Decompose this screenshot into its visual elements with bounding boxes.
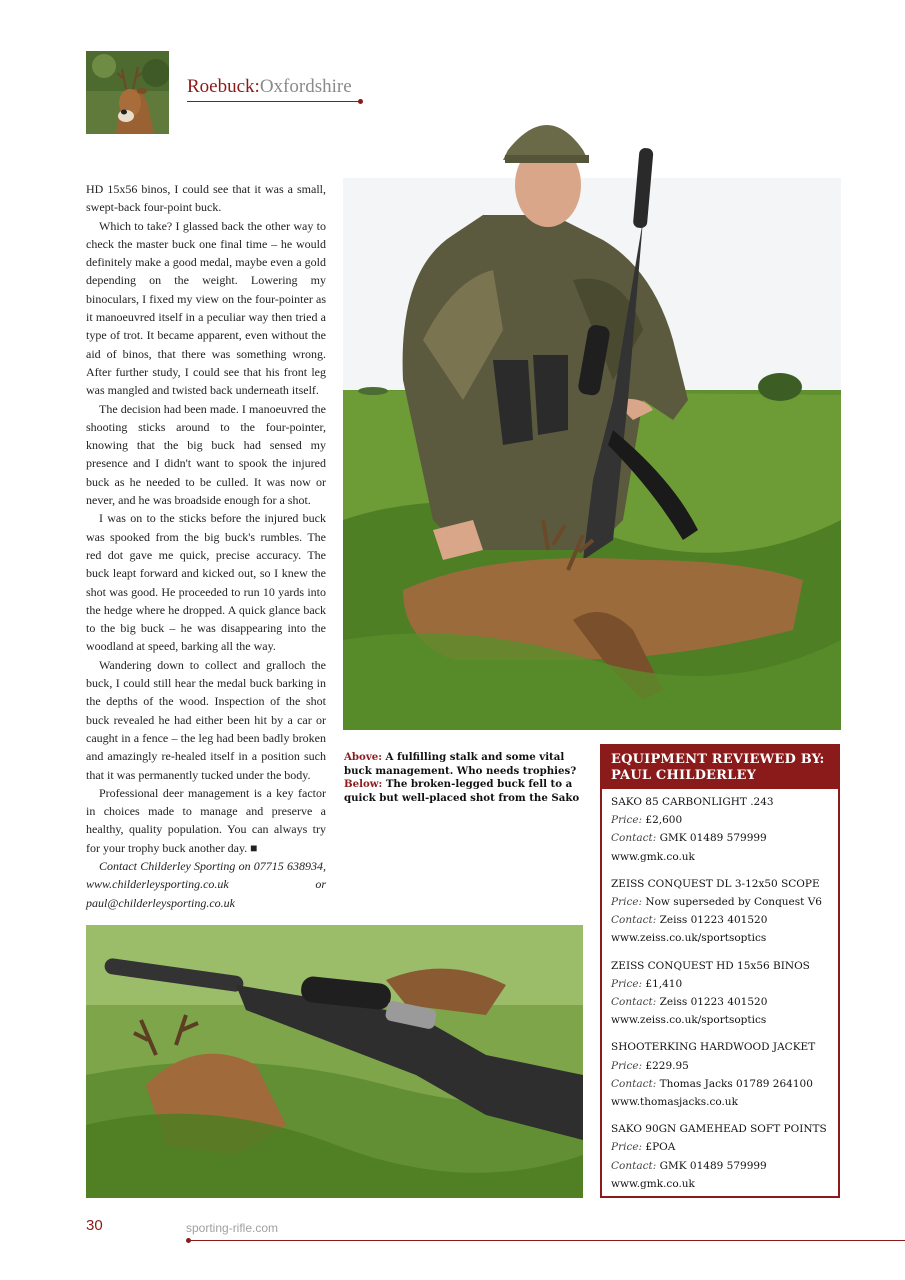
equipment-url[interactable]: www.gmk.co.uk xyxy=(611,1177,695,1190)
article-contact: Contact Childerley Sporting on 07715 638934, www.childerleysporting.co.uk or paul@childerleysporting.co.uk xyxy=(86,858,326,910)
header-rule xyxy=(187,101,362,102)
section-title xyxy=(187,76,352,98)
equipment-price: £2,600 xyxy=(645,814,683,827)
equipment-contact: Thomas Jacks 01789 264100 xyxy=(659,1077,813,1090)
equipment-url[interactable]: www.gmk.co.uk xyxy=(611,850,695,863)
roe-deer-thumbnail xyxy=(86,51,169,134)
caption-below-text: The broken-legged buck fell to a quick but well-placed shot from the Sako xyxy=(344,778,580,804)
rifle-and-buck-photo xyxy=(86,925,583,1198)
contact-label: Contact: xyxy=(611,832,657,845)
contact-label: Contact: xyxy=(611,1159,657,1172)
equipment-name: ZEISS CONQUEST DL 3-12x50 SCOPE xyxy=(611,877,820,890)
roe-deer-icon xyxy=(86,51,169,134)
equipment-heading: EQUIPMENT REVIEWED BY: PAUL CHILDERLEY xyxy=(602,746,838,789)
equipment-price: £POA xyxy=(645,1141,676,1154)
price-label: Price: xyxy=(611,1141,643,1154)
equipment-price: Now superseded by Conquest V6 xyxy=(645,896,822,909)
page-number: 30 xyxy=(86,1217,103,1234)
section-title-main: Roebuck: xyxy=(187,76,260,97)
section-title-location: Oxfordshire xyxy=(259,76,352,97)
article-paragraph: Which to take? I glassed back the other way to check the master buck one final time – he would definitely make a good medal, maybe even a gold depending on the weight. Lowering my binoculars, I fixed my view on the four-pointer as it manoeuvred itself in a peculiar way then tried a type of trot. It became apparent, even without the aid of binos, that there was something wrong. After further study, I could see that his front leg was mangled and twisted back underneath itself. xyxy=(86,218,326,398)
article-paragraph: HD 15x56 binos, I could see that it was a small, swept-back four-point buck. xyxy=(86,182,326,215)
equipment-contact: Zeiss 01223 401520 xyxy=(659,914,768,927)
photo-caption xyxy=(344,751,584,805)
equipment-item xyxy=(611,957,838,1030)
equipment-item xyxy=(611,875,838,948)
caption-below-label: Below: xyxy=(344,778,383,790)
equipment-url[interactable]: www.thomasjacks.co.uk xyxy=(611,1096,738,1109)
equipment-url[interactable]: www.zeiss.co.uk/sportsoptics xyxy=(611,1014,767,1027)
equipment-item xyxy=(611,1038,838,1111)
equipment-name: ZEISS CONQUEST HD 15x56 BINOS xyxy=(611,959,810,972)
equipment-name: SAKO 90GN GAMEHEAD SOFT POINTS xyxy=(611,1123,827,1136)
article-body xyxy=(86,180,326,912)
equipment-price: £229.95 xyxy=(645,1059,689,1072)
equipment-name: SAKO 85 CARBONLIGHT .243 xyxy=(611,796,774,808)
article-paragraph: The decision had been made. I manoeuvred the shooting sticks around to the four-pointer, knowing that the big buck had sensed my presence and I didn't want to spook the injured buck as he needed to be culled. It was now or never, and he was broadside enough for a shot. xyxy=(86,401,326,508)
equipment-list xyxy=(602,789,838,1193)
equipment-price: £1,410 xyxy=(645,977,683,990)
equipment-contact: GMK 01489 579999 xyxy=(659,1159,767,1172)
equipment-url[interactable]: www.zeiss.co.uk/sportsoptics xyxy=(611,932,767,945)
contact-label: Contact: xyxy=(611,996,657,1009)
article-paragraph: I was on to the sticks before the injured buck was spooked from the big buck's rumbles. The red dot gave me quick, precise accuracy. The buck leapt forward and kicked out, so I knew the shot was good. He proceeded to run 10 yards into the hedge where he dropped. A quick glance back to the big buck – he was disappearing into the woodland at speed, barking all the way. xyxy=(86,511,326,654)
equipment-box xyxy=(600,744,840,1198)
caption-above-text: A fulfilling stalk and some vital buck management. Who needs trophies? xyxy=(344,751,577,777)
site-url[interactable]: sporting-rifle.com xyxy=(186,1221,279,1235)
price-label: Price: xyxy=(611,977,643,990)
price-label: Price: xyxy=(611,814,643,827)
equipment-name: SHOOTERKING HARDWOOD JACKET xyxy=(611,1041,816,1054)
article-paragraph: Professional deer management is a key factor in choices made to manage and preserve a healthy, quality population. You can always try for your trophy buck another day. ■ xyxy=(86,785,326,855)
caption-above-label: Above: xyxy=(344,751,382,763)
equipment-item xyxy=(611,1120,838,1193)
contact-label: Contact: xyxy=(611,914,657,927)
article-paragraph: Wandering down to collect and gralloch the buck, I could still hear the medal buck barking in the depths of the wood. Inspection of the shot buck revealed he had either been hit by a car or caught in a fence – the leg had been badly broken and amazingly re-healed itself in a position such that it was permanently tucked under the body. xyxy=(86,657,326,782)
price-label: Price: xyxy=(611,896,643,909)
equipment-item xyxy=(611,793,838,866)
equipment-contact: Zeiss 01223 401520 xyxy=(659,996,768,1009)
hunter-with-buck-photo xyxy=(343,100,841,730)
contact-label: Contact: xyxy=(611,1077,657,1090)
price-label: Price: xyxy=(611,1059,643,1072)
footer-rule xyxy=(187,1240,905,1241)
equipment-contact: GMK 01489 579999 xyxy=(659,832,767,845)
